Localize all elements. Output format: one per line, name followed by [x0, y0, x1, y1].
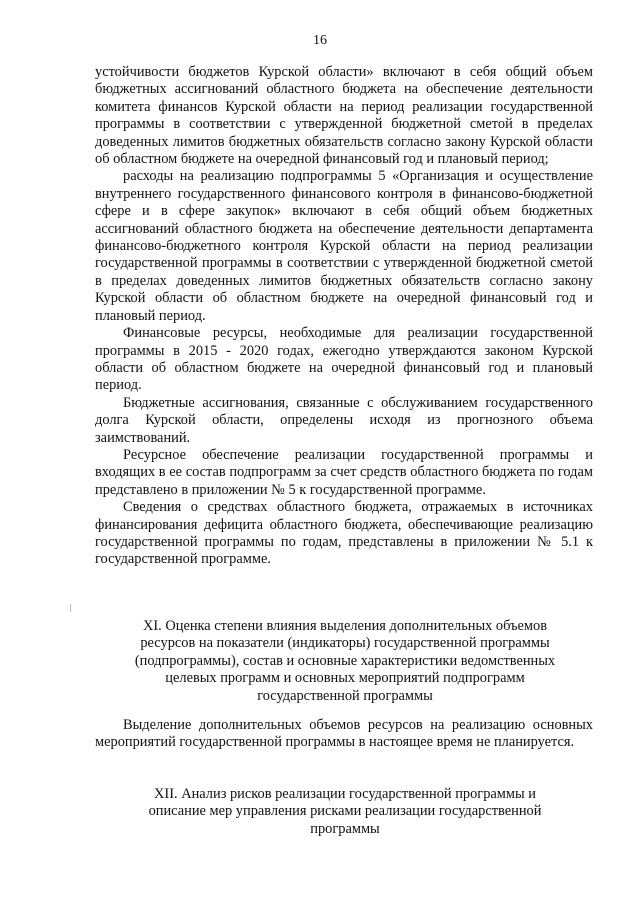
paragraph: устойчивости бюджетов Курской области» включают в себя общий объем бюджетных ассигнований областного бюджета на обеспечение деятельности комитета финансов Курской области на период реализации государственной программы в соответствии с утвержденной бюджетной сметой в пределах доведенных лимитов бюджетных обязательств согласно закону Курской области об областном бюджете на очередной финансовый год и плановый период;: [95, 64, 593, 168]
section-heading: XI. Оценка степени влияния выделения дополнительных объемов ресурсов на показатели (индикаторы) государственной программы (подпрограммы), состав и основные характеристики ведомственных целевых программ и основных мероприятий подпрограмм государственной программы: [134, 618, 556, 704]
body-text-block: [95, 64, 593, 569]
paragraph: расходы на реализацию подпрограммы 5 «Организация и осуществление внутреннего государственного финансового контроля в финансово-бюджетной сфере и в сфере закупок» включают в себя общий объем бюджетных ассигнований областного бюджета на обеспечение деятельности департамента финансово-бюджетного контроля Курской области на период реализации государственной программы в соответствии с утвержденной бюджетной сметой в пределах доведенных лимитов бюджетных обязательств согласно закону Курской области об областном бюджете на очередной финансовый год и плановый период.: [95, 168, 593, 324]
section-heading: XII. Анализ рисков реализации государственной программы и описание мер управления рисками реализации государственной программы: [148, 786, 542, 837]
paragraph: Выделение дополнительных объемов ресурсов на реализацию основных мероприятий государственной программы в настоящее время не планируется.: [95, 717, 593, 751]
paragraph: Финансовые ресурсы, необходимые для реализации государственной программы в 2015 - 2020 годах, ежегодно утверждаются законом Курской области об областном бюджете на очередной финансовый год и плановый период.: [95, 325, 593, 394]
paragraph: Сведения о средствах областного бюджета, отражаемых в источниках финансирования дефицита областного бюджета, обеспечивающие реализацию государственной программы по годам, представлены в приложении № 5.1 к государственной программе.: [95, 499, 593, 568]
page-number: 16: [313, 33, 327, 48]
section-xi-heading-block: [130, 618, 560, 705]
section-xii-heading-block: [140, 786, 550, 838]
paragraph: Ресурсное обеспечение реализации государственной программы и входящих в ее состав подпрограмм за счет средств областного бюджета по годам представлено в приложении № 5 к государственной программе.: [95, 446, 593, 498]
scan-mark: [70, 604, 71, 612]
section-xi-text-block: [95, 717, 593, 752]
paragraph: Бюджетные ассигнования, связанные с обслуживанием государственного долга Курской области, определены исходя из прогнозного объема заимствований.: [95, 394, 593, 446]
